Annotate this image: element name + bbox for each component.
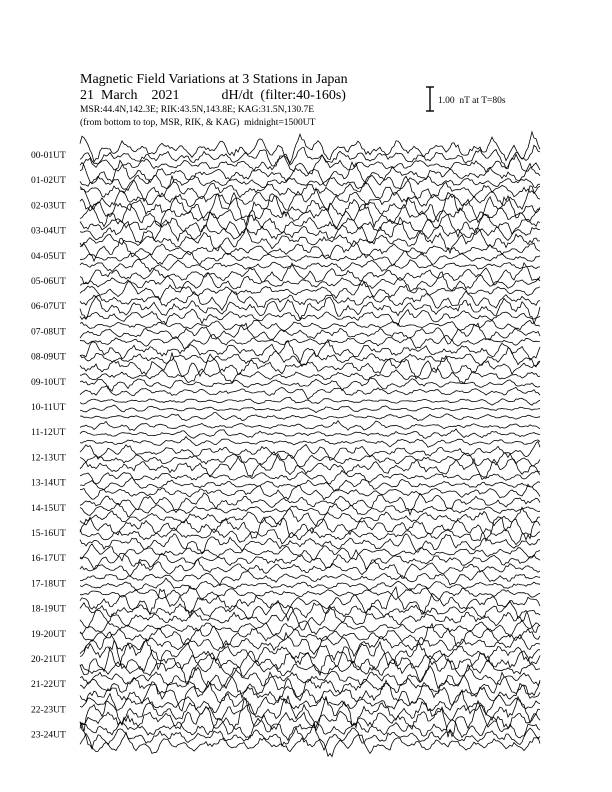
hour-label: 02-03UT (31, 201, 66, 212)
hour-label: 03-04UT (31, 226, 66, 237)
trace-msr (80, 281, 540, 300)
hour-label: 08-09UT (31, 352, 66, 363)
hour-label: 10-11UT (31, 403, 66, 413)
trace-rik (80, 429, 540, 438)
hour-label: 14-15UT (31, 503, 66, 514)
hour-label: 17-18UT (31, 579, 66, 590)
trace-rik (80, 272, 540, 291)
hour-label: 00-01UT (31, 151, 66, 161)
trace-msr (80, 413, 540, 421)
trace-rik (80, 348, 540, 367)
trace-kag (80, 397, 540, 405)
trace-order-note: (from bottom to top, MSR, RIK, & KAG) midnight=1500UT (80, 118, 316, 128)
trace-rik (80, 175, 540, 190)
trace-kag (80, 238, 540, 261)
trace-kag (80, 470, 540, 484)
chart-title: Magnetic Field Variations at 3 Stations in Japan (80, 72, 348, 87)
date-filter-line: 21 March 2021 dH/dt (filter:40-160s) (80, 88, 346, 103)
scale-label: 1.00 nT at T=80s (438, 96, 506, 106)
hour-label: 06-07UT (31, 302, 66, 313)
trace-rik (80, 377, 540, 391)
trace-kag (80, 186, 540, 212)
hour-label: 09-10UT (31, 377, 66, 388)
hour-label: 07-08UT (31, 327, 66, 338)
trace-msr (80, 586, 540, 601)
trace-msr (80, 386, 540, 399)
hour-label: 18-19UT (31, 604, 66, 615)
trace-kag (80, 570, 540, 585)
hour-label: 15-16UT (31, 529, 66, 539)
hour-label: 01-02UT (31, 176, 66, 187)
station-coordinates: MSR:44.4N,142.3E; RIK:43.5N,143.8E; KAG:31.5N,130.7E (80, 105, 315, 115)
trace-kag (80, 421, 540, 431)
trace-rik (80, 296, 540, 323)
trace-msr (80, 309, 540, 326)
trace-msr (80, 699, 540, 738)
trace-msr (80, 454, 540, 480)
trace-kag (80, 132, 540, 163)
hour-label: 16-17UT (31, 554, 66, 565)
hour-label: 04-05UT (31, 251, 66, 262)
hour-label: 23-24UT (31, 730, 66, 741)
hour-label: 22-23UT (31, 705, 66, 716)
hour-label: 12-13UT (31, 453, 66, 464)
trace-rik (80, 452, 540, 467)
hour-label: 21-22UT (31, 680, 66, 691)
trace-rik (80, 323, 540, 344)
trace-kag (80, 320, 540, 331)
trace-rik (80, 477, 540, 491)
trace-msr (80, 632, 540, 656)
hour-label: 13-14UT (31, 478, 66, 489)
trace-rik (80, 601, 540, 622)
trace-rik (80, 550, 540, 570)
hour-label: 19-20UT (31, 629, 66, 640)
trace-msr (80, 259, 540, 272)
trace-msr (80, 437, 540, 448)
hour-label: 05-06UT (31, 277, 66, 287)
hour-label: 20-21UT (31, 655, 66, 665)
trace-rik (80, 672, 540, 700)
trace-msr (80, 204, 540, 229)
trace-rik (80, 405, 540, 413)
hour-label: 11-12UT (31, 428, 66, 439)
